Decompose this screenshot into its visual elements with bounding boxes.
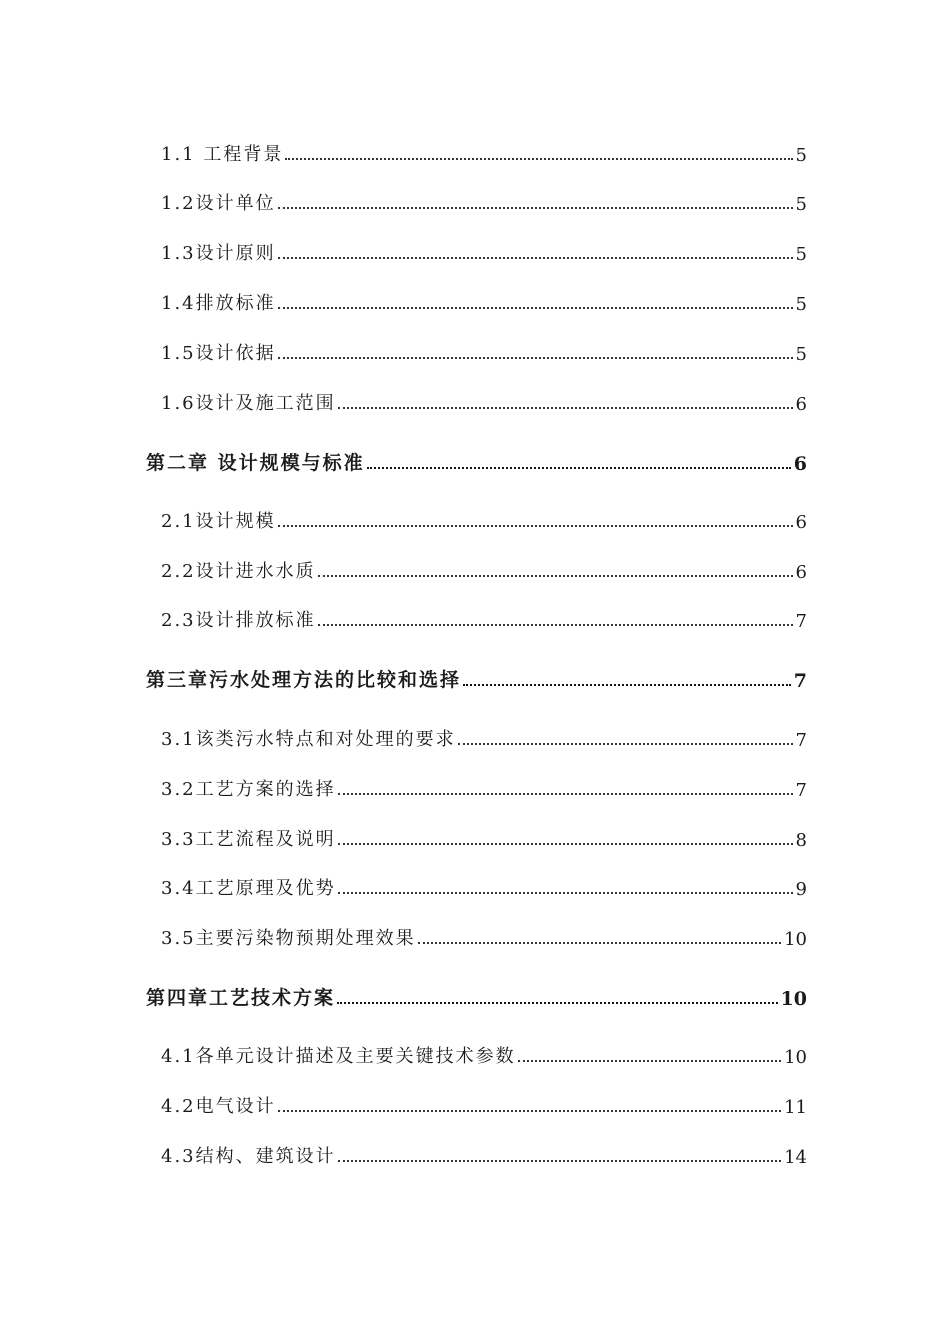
toc-entry-page: 5 [795,344,807,365]
toc-entry-title: 2.1设计规模 [161,511,276,532]
toc-entry[interactable] [161,721,807,751]
dot-leader [278,356,793,359]
toc-entry-title: 1.4排放标准 [161,293,276,314]
dot-leader [338,891,793,894]
toc-chapter-title: 第二章 设计规模与标准 [146,452,365,474]
toc-entry-page: 9 [795,879,807,900]
toc-entry[interactable] [161,1038,807,1068]
toc-entry-page: 11 [784,1097,807,1118]
toc-entry-title: 1.2设计单位 [161,193,276,214]
toc-entry-title: 1.6设计及施工范围 [161,393,336,414]
toc-entry-page: 5 [795,294,807,315]
toc-entry-page: 10 [784,1047,807,1068]
toc-entry[interactable] [161,136,807,166]
dot-leader [278,1109,781,1112]
toc-entry[interactable] [161,870,807,900]
toc-entry-page: 7 [795,730,807,751]
dot-leader [338,406,793,409]
toc-entry-title: 3.5主要污染物预期处理效果 [161,928,416,949]
toc-entry[interactable] [161,553,807,583]
toc-entry[interactable] [161,185,807,215]
toc-entry-title: 3.1该类污水特点和对处理的要求 [161,729,456,750]
toc-entry-title: 3.3工艺流程及说明 [161,829,336,850]
dot-leader [278,524,793,527]
toc-entry[interactable] [161,602,807,632]
toc-entry-title: 1.1 工程背景 [161,144,284,165]
dot-leader [367,466,791,469]
toc-entry-title: 3.2工艺方案的选择 [161,779,336,800]
dot-leader [285,157,792,160]
dot-leader [338,792,793,795]
toc-entry-page: 6 [795,512,807,533]
toc-entry-page: 10 [784,929,807,950]
toc-entry-page: 5 [795,194,807,215]
dot-leader [318,623,793,626]
toc-entry-title: 2.2设计进水水质 [161,561,316,582]
toc-entry[interactable] [161,771,807,801]
toc-entry-title: 3.4工艺原理及优势 [161,878,336,899]
toc-entry[interactable] [161,385,807,415]
toc-entry[interactable] [161,335,807,365]
toc-entry[interactable] [161,235,807,265]
toc-chapter-page: 6 [793,453,807,475]
toc-entry[interactable] [161,1138,807,1168]
toc-chapter[interactable] [146,445,807,475]
toc-entry[interactable] [161,285,807,315]
toc-chapter-title: 第三章污水处理方法的比较和选择 [146,669,462,691]
dot-leader [338,842,793,845]
toc-entry-title: 4.1各单元设计描述及主要关键技术参数 [161,1046,516,1067]
toc-entry-page: 5 [795,145,807,166]
toc-entry[interactable] [161,920,807,950]
dot-leader [318,574,793,577]
dot-leader [278,206,793,209]
toc-entry-page: 7 [795,780,807,801]
dot-leader [278,306,793,309]
dot-leader [463,683,791,686]
dot-leader [278,256,793,259]
toc-entry-page: 5 [795,244,807,265]
toc-entry[interactable] [161,503,807,533]
dot-leader [458,742,793,745]
toc-chapter[interactable] [146,980,807,1010]
toc-entry-title: 4.3结构、建筑设计 [161,1146,336,1167]
toc-entry-page: 6 [795,394,807,415]
dot-leader [338,1159,781,1162]
toc-entry-page: 14 [784,1147,807,1168]
dot-leader [518,1059,781,1062]
toc-chapter[interactable] [146,662,807,692]
dot-leader [337,1001,778,1004]
toc-entry-title: 2.3设计排放标准 [161,610,316,631]
toc-entry-page: 7 [795,611,807,632]
dot-leader [418,941,781,944]
toc-entry-title: 4.2电气设计 [161,1096,276,1117]
toc-entry-title: 1.3设计原则 [161,243,276,264]
toc-chapter-page: 7 [793,670,807,692]
toc-entry-page: 8 [795,830,807,851]
toc-chapter-page: 10 [780,988,807,1010]
toc-entry[interactable] [161,821,807,851]
toc-entry-title: 1.5设计依据 [161,343,276,364]
toc-entry-page: 6 [795,562,807,583]
toc-chapter-title: 第四章工艺技术方案 [146,987,336,1009]
toc-entry[interactable] [161,1088,807,1118]
